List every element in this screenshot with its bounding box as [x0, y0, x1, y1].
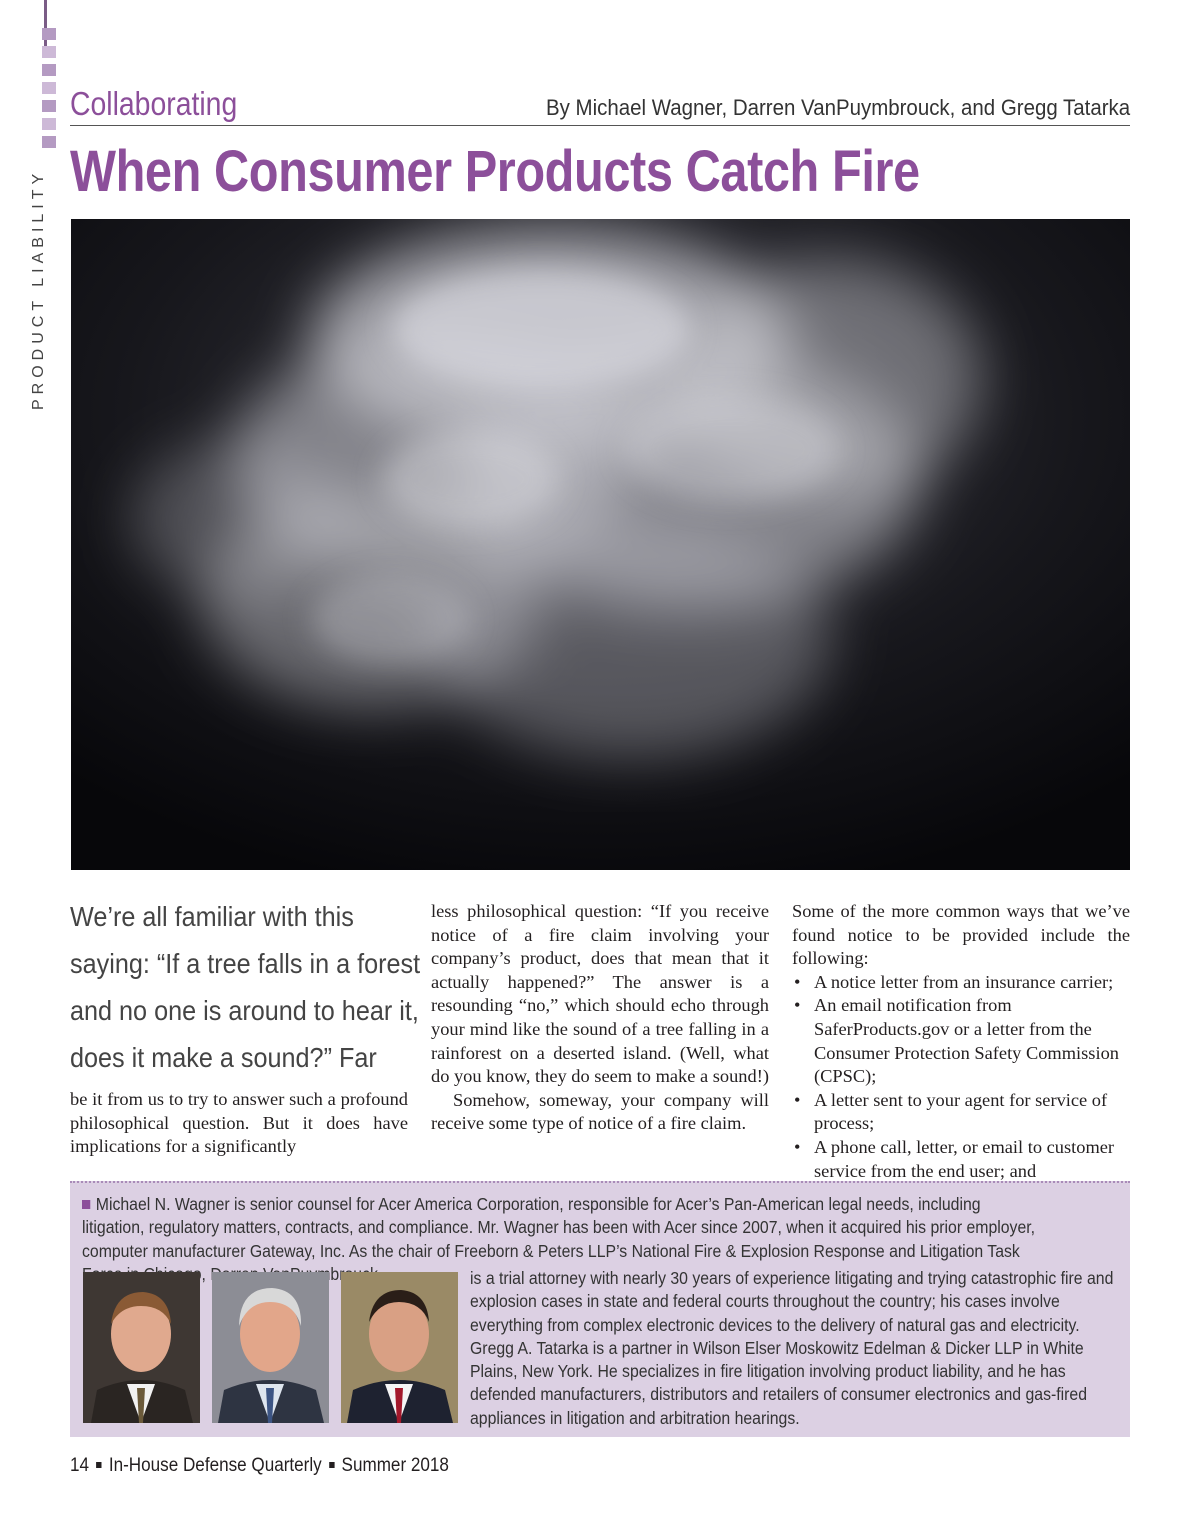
author-photo-wagner — [83, 1272, 200, 1423]
lede-line: and no one is around to hear it, — [70, 995, 419, 1026]
body-column-3 — [792, 900, 1130, 1183]
page-footer — [70, 1455, 449, 1477]
bio-text: Michael N. Wagner is senior counsel for Acer America Corporation, responsible for Acer’s Pan-American legal needs, including litigation, regulatory matters, contracts, and compliance. Mr. Wagner has been with Acer since 2007, when it acquired his prior employer, computer manufacturer Gateway, Inc. As the chair of Freeborn & Peters LLP’s National Fire & Explosion Response and Litigation Task — [82, 1194, 1036, 1261]
lede — [70, 893, 421, 1081]
body-column-2 — [431, 900, 769, 1136]
body-paragraph: be it from us to try to answer such a profound philosophical question. But it does have implications for a significantly — [70, 1089, 408, 1157]
bio-text-wrap: is a trial attorney with nearly 30 years of experience litigating and trying catastrophic fire and explosion cases in state and federal courts throughout the country; his cases involve everything from complex electronic devices to the delivery of natural gas and electricity. Gregg A. Tatarka is a partner in Wilson Elser Moskowitz Edelman & Dicker LLP in White Plains, New York. He specializes in fire litigation involving product liability, and he has defended manufacturers, distributors and retailers of consumer electronics and gas-fired appliances in litigation and arbitration hearings. — [470, 1268, 1114, 1428]
body-paragraph: less philosophical question: “If you receive notice of a fire claim involving your company’s product, does that mean that it actually happened?” The answer is a resounding “no,” which should echo through your mind like the sound of a tree falling in a rainforest on a deserted island. (Well, what do you know, they do seem to make a sound!) — [431, 901, 769, 1087]
body-column-1 — [70, 1088, 408, 1159]
section-label: PRODUCT LIABILITY — [30, 168, 47, 410]
separator-dot — [329, 1462, 334, 1468]
separator-dot — [96, 1462, 101, 1468]
notice-list — [792, 971, 1130, 1183]
list-item: • A notice letter from an insurance carrier; — [792, 971, 1130, 995]
lede-line: does it make a sound?” Far — [70, 1042, 377, 1073]
body-paragraph: Some of the more common ways that we’ve found notice to be provided include the following: — [792, 901, 1130, 969]
list-item: • A phone call, letter, or email to customer service from the end user; and — [792, 1136, 1130, 1183]
body-paragraph: Somehow, someway, your company will receive some type of notice of a fire claim. — [431, 1089, 769, 1134]
lede-line: saying: “If a tree falls in a forest — [70, 948, 421, 979]
list-item: • A letter sent to your agent for service of process; — [792, 1089, 1130, 1136]
square-bullet-icon — [82, 1200, 90, 1209]
list-item: • An email notification from SaferProducts.gov or a letter from the Consumer Protection Safety Commission (CPSC); — [792, 994, 1130, 1088]
byline: By Michael Wagner, Darren VanPuymbrouck, and Gregg Tatarka — [545, 95, 1130, 120]
kicker: Collaborating — [70, 85, 238, 122]
publication-name: In-House Defense Quarterly — [108, 1455, 322, 1476]
hero-smoke-image — [71, 219, 1130, 870]
lede-line: We’re all familiar with this — [70, 901, 354, 932]
headline: When Consumer Products Catch Fire — [70, 139, 920, 204]
author-photo-vanpuymbrouck — [212, 1272, 329, 1423]
issue-date: Summer 2018 — [341, 1455, 449, 1476]
page-number: 14 — [70, 1455, 90, 1476]
decorative-squares — [42, 28, 58, 154]
author-photo-tatarka — [341, 1272, 458, 1423]
header-rule — [70, 125, 1130, 126]
